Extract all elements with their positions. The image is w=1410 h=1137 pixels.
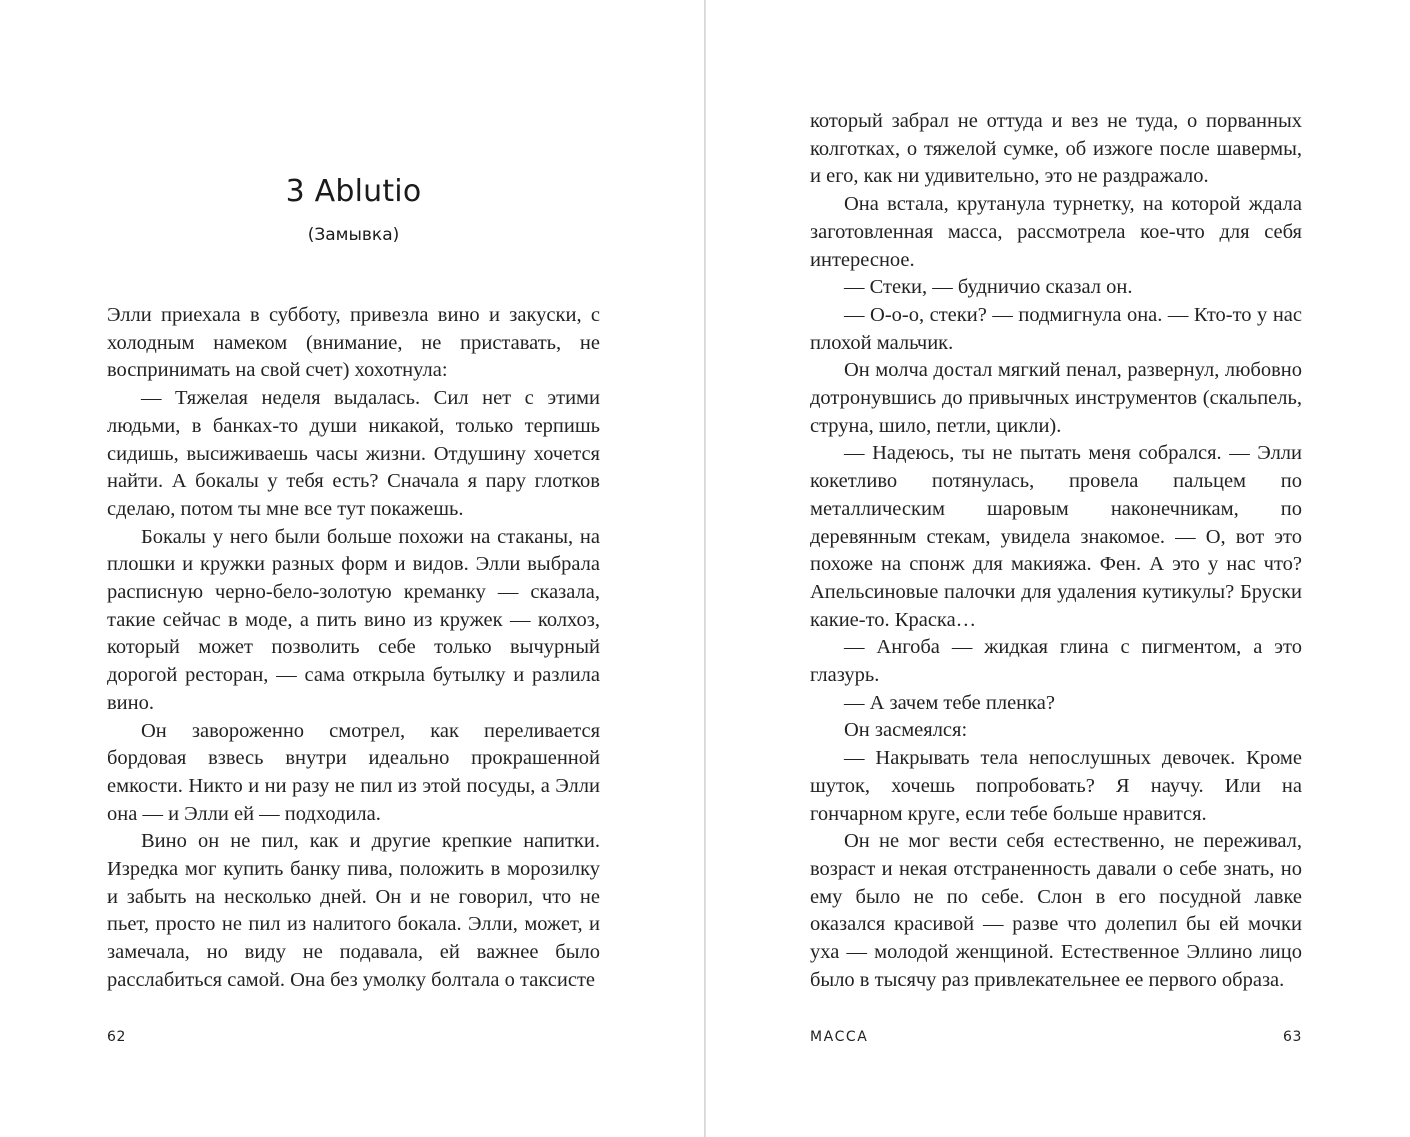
chapter-title: 3 Ablutio <box>285 174 422 209</box>
right-page <box>706 0 1410 1137</box>
paragraph: Бокалы у него были больше похожи на стаканы, на плошки и кружки разных форм и видов. Элли выбрала расписную черно-бело-золотую креманку — сказала, такие сейчас в моде, а пить вино из кружек — колхоз, который может позволить себе только вычурный дорогой ресторан, — сама открыла бутылку и разлила вино. <box>107 525 600 714</box>
paragraph: Он молча достал мягкий пенал, развернул, любовно дотронувшись до привычных инструментов (скальпель, струна, шило, петли, цикли). <box>810 359 1302 437</box>
paragraph: Он завороженно смотрел, как переливается бордовая взвесь внутри идеально прокрашенной емкости. Никто и ни разу не пил из этой посуды, а Элли она — и Элли ей — подходила. <box>107 719 600 825</box>
paragraph: — Стеки, — будничио сказал он. <box>844 276 1133 299</box>
paragraph: Вино он не пил, как и другие крепкие напитки. Изредка мог купить банку пива, положить в морозилку и забыть на несколько дней. Он и не говорил, что не пьет, просто не пил из налитого бокала. Элли, может, и замечала, но виду не подавала, ей важнее было расслабиться самой. Она без умолку болтала о таксисте <box>107 830 600 991</box>
page-number-left: 62 <box>107 1029 127 1045</box>
paragraph: Он засмеялся: <box>844 719 968 742</box>
paragraph: Она встала, крутанула турнетку, на которой ждала заготовленная масса, рассмотрела кое-что для себя интересное. <box>810 193 1302 271</box>
right-page-text <box>810 108 1302 995</box>
page-number-right: 63 <box>1282 1029 1302 1045</box>
paragraph: — А зачем тебе пленка? <box>844 691 1055 714</box>
running-title: МАССА <box>810 1029 869 1045</box>
paragraph: — Тяжелая неделя выдалась. Сил нет с этими людьми, в банках-то души никакой, только терпишь сидишь, высиживаешь часы жизни. Отдушину хочется найти. А бокалы у тебя есть? Сначала я пару глотков сделаю, потом ты мне все тут покажешь. <box>107 387 600 520</box>
left-page <box>0 0 704 1137</box>
left-page-text <box>107 302 600 995</box>
paragraph: Он не мог вести себя естественно, не переживал, возраст и некая отстраненность давали о себе знать, но ему было не по себе. Слон в его посудной лавке оказался красивой — разве что долепил бы ей мочки уха — молодой женщиной. Естественное Эллино лицо было в тысячу раз привлекательнее ее первого образа. <box>810 830 1302 991</box>
paragraph: который забрал не оттуда и вез не туда, о порванных колготках, о тяжелой сумке, об изжоге после шавермы, и его, как ни удивительно, это не раздражало. <box>810 110 1302 188</box>
paragraph: Элли приехала в субботу, привезла вино и закуски, с холодным намеком (внимание, не приставать, не воспринимать на свой счет) хохотнула: <box>107 304 600 382</box>
paragraph: — Надеюсь, ты не пытать меня собрался. — Элли кокетливо потянулась, провела пальцем по металлическим шаровым наконечникам, по деревянным стекам, увидела знакомое. — О, вот это похоже на спонж для макияжа. Фен. А это у нас что? Апельсиновые палочки для удаления кутикулы? Бруски какие-то. Краска… <box>810 442 1302 631</box>
paragraph: — Ангоба — жидкая глина с пигментом, а это глазурь. <box>810 636 1302 687</box>
chapter-subtitle: (Замывка) <box>307 225 400 245</box>
paragraph: — Накрывать тела непослушных девочек. Кроме шуток, хочешь попробовать? Я научу. Или на гончарном круге, если тебе больше нравится. <box>810 747 1302 825</box>
paragraph: — О-о-о, стеки? — подмигнула она. — Кто-то у нас плохой мальчик. <box>810 303 1302 354</box>
